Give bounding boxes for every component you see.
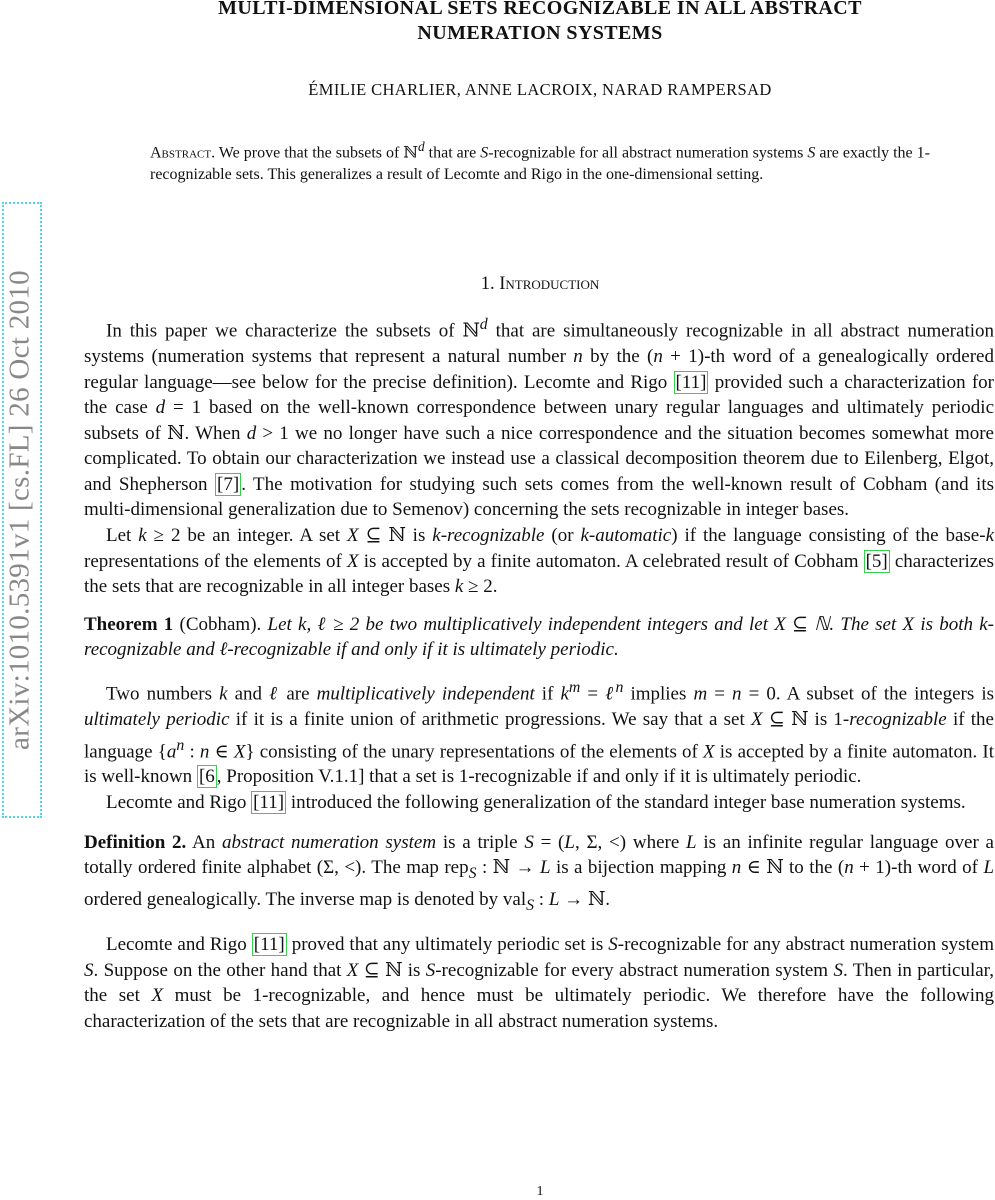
math-var: S bbox=[480, 144, 489, 162]
text: ∈ ℕ to the ( bbox=[741, 857, 845, 879]
citation-link[interactable]: [5] bbox=[865, 550, 888, 572]
text: = 1 based on the well-known correspondence between unary regular languages and ultimately periodic subsets of ℕ. When bbox=[84, 397, 994, 444]
math-var: n bbox=[615, 679, 624, 697]
term: k-recognizable bbox=[432, 525, 545, 547]
math-var: L bbox=[686, 831, 697, 853]
math-var: k bbox=[219, 683, 228, 705]
theorem-label: Theorem 1 bbox=[84, 613, 174, 635]
math-var: a bbox=[166, 740, 177, 762]
definition-label: Definition 2. bbox=[84, 831, 187, 853]
text: is accepted by a finite automaton. A celebrated result of Cobham bbox=[358, 550, 864, 572]
math-var: n bbox=[844, 857, 854, 879]
citation-link[interactable]: [11] bbox=[253, 792, 285, 814]
math-var: S bbox=[524, 831, 534, 853]
abstract-label: Abstract. bbox=[150, 144, 216, 162]
intro-paragraph-2 bbox=[84, 523, 994, 600]
text: An bbox=[186, 831, 222, 853]
text: ⊆ ℕ is 1- bbox=[762, 708, 850, 730]
text: introduced the following generalization of the standard integer base numeration systems. bbox=[286, 792, 966, 814]
authors: ÉMILIE CHARLIER, ANNE LACROIX, NARAD RAMPERSAD bbox=[308, 80, 772, 99]
math-var: L bbox=[539, 857, 551, 879]
abstract-text: are exactly the 1-recognizable sets. This generalizes a result of Lecomte and Rigo in the one-dimensional setting. bbox=[150, 144, 930, 184]
term: k-automatic bbox=[580, 525, 672, 547]
math-var: S bbox=[425, 959, 436, 981]
math-var: ℓ bbox=[269, 683, 280, 705]
math-var: S bbox=[468, 865, 477, 883]
math-var: X bbox=[233, 740, 246, 762]
paragraph-5 bbox=[84, 932, 994, 1034]
text: + 1)-th word of a genealogically ordered regular language—see below for the precise definition). Lecomte and Rigo bbox=[84, 345, 994, 393]
text: is an infinite regular language over a totally ordered finite alphabet (Σ, <). The map rep bbox=[84, 831, 994, 879]
text: if the language { bbox=[84, 708, 994, 762]
text: } consisting of the unary representations of the elements of bbox=[245, 740, 703, 762]
math-var: k bbox=[138, 525, 147, 547]
text: . Then in particular, the set bbox=[84, 959, 994, 1007]
text: + 1)-th word of bbox=[853, 857, 984, 879]
math-var: X bbox=[750, 708, 763, 730]
abstract bbox=[150, 136, 930, 186]
math-var: n bbox=[199, 740, 210, 762]
arxiv-identifier[interactable]: arXiv:1010.5391v1 [cs.FL] 26 Oct 2010 bbox=[3, 270, 36, 750]
math-var: n bbox=[731, 857, 742, 879]
text: is a bijection mapping bbox=[550, 857, 732, 879]
text: Lecomte and Rigo bbox=[106, 934, 252, 956]
math-var: n bbox=[176, 736, 185, 754]
text: ≥ 2 be an integer. A set bbox=[146, 525, 348, 547]
text: characterizes the sets that are recognizable in all integer bases bbox=[84, 550, 994, 598]
text: . The motivation for studying such sets comes from the well-known result of Cobham (and its multi-dimensional generalization due to Semenov) concerning the sets recognizable in integer bases. bbox=[84, 473, 994, 521]
text: are bbox=[279, 683, 317, 705]
text: proved that any ultimately periodic set is bbox=[286, 934, 609, 956]
text: must be 1-recognizable, and hence must be ultimately periodic. We therefore have the following characterization of the sets that are recognizable in all abstract numeration systems. bbox=[84, 985, 994, 1032]
text: ≥ 2. bbox=[463, 576, 498, 598]
text: if bbox=[534, 683, 561, 705]
text: → ℕ. bbox=[559, 888, 611, 910]
math-var: k bbox=[985, 525, 995, 547]
math-var: d bbox=[246, 422, 257, 444]
paragraph-3 bbox=[84, 675, 994, 790]
title-line-1: MULTI-DIMENSIONAL SETS RECOGNIZABLE IN ALL ABSTRACT bbox=[218, 0, 862, 19]
math-var: m bbox=[693, 683, 708, 705]
text: ordered genealogically. The inverse map is denoted by val bbox=[84, 888, 527, 910]
math-var: m bbox=[568, 679, 581, 697]
math-var: S bbox=[526, 896, 535, 914]
abstract-text: that are bbox=[424, 144, 481, 162]
text: is accepted by a finite automaton. It is well-known bbox=[84, 740, 994, 788]
intro-paragraph-1 bbox=[84, 312, 994, 523]
math-var: X bbox=[703, 740, 715, 762]
abstract-text: We prove that the subsets of ℕ bbox=[215, 144, 418, 162]
math-var: d bbox=[155, 397, 166, 419]
text: > 1 we no longer have such a nice correspondence and the situation becomes somewhat more complicated. To obtain our characterization we instead use a classical decomposition theorem due to Eilenberg, Elgot, and Shepherson bbox=[84, 422, 994, 495]
section-heading bbox=[0, 274, 995, 295]
definition-2 bbox=[84, 830, 994, 918]
citation-link[interactable]: [11] bbox=[253, 934, 285, 956]
term: recognizable bbox=[849, 708, 947, 730]
theorem-statement: Let k, ℓ ≥ 2 be two multiplicatively independent integers and let X ⊆ ℕ. The set X is both k-recognizable and ℓ-recognizable if and only if it is ultimately periodic. bbox=[84, 613, 994, 661]
math-var: d bbox=[479, 316, 488, 333]
text: = bbox=[580, 683, 606, 705]
citation-link[interactable]: [6 bbox=[198, 766, 215, 788]
math-var: X bbox=[347, 525, 359, 547]
text: : bbox=[184, 740, 200, 762]
text: ) if the language consisting of the base- bbox=[671, 525, 986, 547]
text: ⊆ ℕ is bbox=[358, 959, 426, 981]
math-var: S bbox=[608, 934, 618, 956]
text: that are simultaneously recognizable in all abstract numeration systems (numeration systems that represent a natural number bbox=[84, 320, 994, 367]
math-var: X bbox=[346, 550, 359, 572]
text: Let bbox=[106, 525, 139, 547]
math-var: d bbox=[417, 139, 425, 154]
text: provided such a characterization for the case bbox=[84, 371, 994, 419]
text: , Proposition V.1.1] that a set is 1-recognizable if and only if it is ultimately periodic. bbox=[216, 766, 862, 788]
text: if it is a finite union of arithmetic progressions. We say that a set bbox=[229, 708, 751, 730]
text: = bbox=[707, 683, 733, 705]
math-var: k bbox=[560, 683, 569, 705]
math-var: X bbox=[346, 959, 359, 981]
citation-link[interactable]: [7] bbox=[217, 473, 240, 495]
term: abstract numeration system bbox=[222, 831, 437, 853]
math-var: S bbox=[807, 144, 816, 162]
text: -recognizable for every abstract numeration system bbox=[435, 959, 834, 981]
text: (or bbox=[544, 525, 581, 547]
math-var: n bbox=[573, 345, 583, 367]
text: : bbox=[534, 888, 549, 910]
math-var: X bbox=[151, 985, 164, 1007]
text: . Suppose on the other hand that bbox=[93, 959, 347, 981]
page-number: 1 bbox=[536, 1184, 544, 1199]
text: Lecomte and Rigo bbox=[106, 792, 252, 814]
text: ⊆ ℕ is bbox=[358, 525, 433, 547]
math-var: S bbox=[84, 959, 94, 981]
math-var: k bbox=[454, 576, 464, 598]
text: representations of the elements of bbox=[84, 550, 347, 572]
math-var: L bbox=[548, 888, 560, 910]
citation-link[interactable]: [11] bbox=[675, 371, 707, 393]
term: multiplicatively independent bbox=[316, 683, 535, 705]
abstract-text: -recognizable for all abstract numeration systems bbox=[488, 144, 808, 162]
math-var: L bbox=[983, 857, 995, 879]
math-var: n bbox=[732, 683, 742, 705]
term: ultimately periodic bbox=[84, 708, 230, 730]
text: In this paper we characterize the subsets of ℕ bbox=[106, 320, 480, 342]
math-var: L bbox=[564, 831, 575, 853]
theorem-1 bbox=[84, 612, 994, 663]
text: is a triple bbox=[436, 831, 525, 853]
text: and bbox=[227, 683, 270, 705]
text: implies bbox=[623, 683, 694, 705]
math-var: ℓ bbox=[605, 683, 616, 705]
text: ∈ bbox=[209, 740, 234, 762]
text: = ( bbox=[533, 831, 565, 853]
theorem-name: (Cobham). bbox=[173, 613, 262, 635]
text: Two numbers bbox=[106, 683, 220, 705]
text: by the ( bbox=[582, 345, 654, 367]
paragraph-4 bbox=[84, 790, 994, 816]
math-var: S bbox=[833, 959, 843, 981]
math-var: n bbox=[653, 345, 663, 367]
body-text bbox=[84, 312, 994, 1034]
text: = 0. A subset of the integers is bbox=[741, 683, 995, 705]
text: : ℕ → bbox=[476, 857, 540, 879]
text: , Σ, <) where bbox=[574, 831, 687, 853]
section-heading-text: 1. Introduction bbox=[480, 274, 600, 294]
text: -recognizable for any abstract numeration system bbox=[617, 934, 994, 956]
title-line-2: NUMERATION SYSTEMS bbox=[417, 22, 663, 44]
paper-title bbox=[0, 0, 995, 46]
